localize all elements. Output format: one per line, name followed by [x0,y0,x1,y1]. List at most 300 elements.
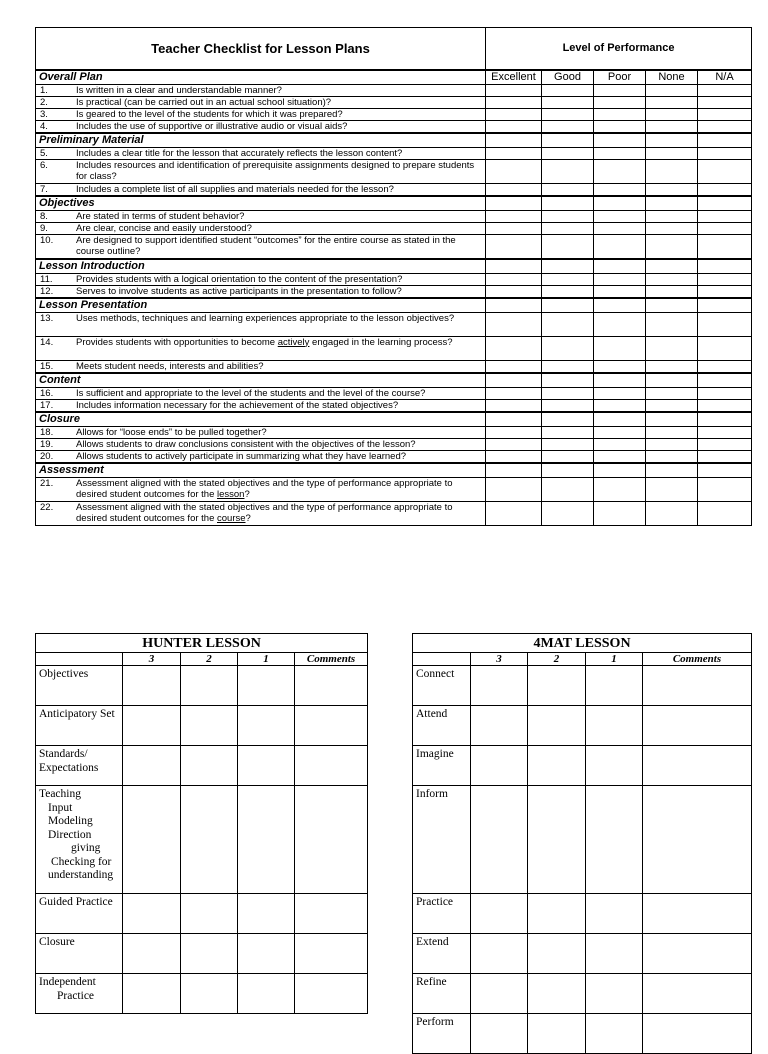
rating-cell[interactable] [594,438,646,450]
rating-cell[interactable] [698,426,752,438]
grid-entry-cell[interactable] [181,746,238,786]
item-number: 13. [40,312,54,324]
grid-entry-cell[interactable] [295,934,368,974]
grid-entry-cell[interactable] [295,894,368,934]
item-text: Assessment aligned with the stated objectives and the type of performance appropriate to desired student outcomes for the course? [76,501,453,524]
rating-cell[interactable] [486,85,542,97]
section-blank-cell [646,412,698,427]
rating-cell[interactable] [486,501,542,525]
section-blank-cell [646,133,698,148]
rating-cell[interactable] [542,399,594,412]
rating-cell[interactable] [594,85,646,97]
grid-entry-cell[interactable] [123,786,181,894]
grid-entry-cell[interactable] [123,894,181,934]
rating-cell[interactable] [698,312,752,336]
rating-cell[interactable] [486,477,542,501]
grid-corner-cell [413,653,471,666]
grid-entry-cell[interactable] [643,786,752,894]
grid-entry-cell[interactable] [238,974,295,1014]
rating-cell[interactable] [594,399,646,412]
grid-label-line: Practice [57,989,95,1002]
grid-entry-cell[interactable] [295,746,368,786]
grid-entry-cell[interactable] [471,666,528,706]
grid-label-line: Modeling [48,815,93,827]
grid-row-label [36,706,123,746]
rating-cell[interactable] [698,85,752,97]
item-text: Provides students with opportunities to become actively engaged in the learning process? [76,336,453,348]
rating-cell[interactable] [542,273,594,285]
rating-column-header: Good [542,70,594,85]
section-blank-cell [698,412,752,427]
item-text: Serves to involve students as active participants in the presentation to follow? [76,285,402,297]
rating-cell[interactable] [486,438,542,450]
section-blank-cell [594,373,646,388]
rating-cell[interactable] [646,211,698,223]
grid-entry-cell[interactable] [471,786,528,894]
rating-cell[interactable] [486,450,542,463]
section-blank-cell [542,133,594,148]
rating-cell[interactable] [542,148,594,160]
rating-cell[interactable] [646,387,698,399]
grid-label-line: Inform [416,788,448,800]
rating-cell[interactable] [542,223,594,235]
grid-column-header: Comments [643,653,752,666]
rating-cell[interactable] [542,387,594,399]
item-number: 19. [40,438,54,450]
grid-label-line: Guided Practice [39,896,113,908]
item-number: 16. [40,387,54,399]
section-blank-cell [646,463,698,478]
grid-entry-cell[interactable] [643,974,752,1014]
rating-cell[interactable] [646,477,698,501]
rating-cell[interactable] [542,360,594,373]
emphasized-word: actively [277,336,310,348]
section-heading: Assessment [36,463,486,478]
rating-cell[interactable] [646,426,698,438]
grid-entry-cell[interactable] [295,666,368,706]
rating-cell[interactable] [698,360,752,373]
grid-label-line: Extend [416,936,449,948]
rating-cell[interactable] [646,360,698,373]
item-number: 22. [40,501,54,513]
grid-entry-cell[interactable] [238,786,295,894]
rating-cell[interactable] [594,160,646,184]
rating-cell[interactable] [594,336,646,360]
checklist-item [36,501,486,525]
grid-column-header: 3 [471,653,528,666]
rating-cell[interactable] [698,387,752,399]
rating-cell[interactable] [542,336,594,360]
grid-label-line: Connect [416,668,455,680]
rating-cell[interactable] [646,399,698,412]
item-number: 9. [40,223,48,234]
rating-cell[interactable] [486,312,542,336]
grid-label-line: Refine [416,976,447,988]
rating-cell[interactable] [542,85,594,97]
rating-cell[interactable] [646,450,698,463]
rating-cell[interactable] [594,97,646,109]
section-blank-cell [486,412,542,427]
grid-entry-cell[interactable] [123,666,181,706]
rating-cell[interactable] [542,160,594,184]
checklist-item [36,148,486,160]
section-blank-cell [486,196,542,211]
rating-cell[interactable] [646,148,698,160]
rating-cell[interactable] [646,160,698,184]
grid-entry-cell[interactable] [586,894,643,934]
rating-cell[interactable] [486,109,542,121]
rating-column-header: Poor [594,70,646,85]
rating-cell[interactable] [542,97,594,109]
grid-entry-cell[interactable] [528,974,586,1014]
rating-cell[interactable] [594,312,646,336]
grid-entry-cell[interactable] [295,706,368,746]
grid-label-line: Teaching [39,788,81,800]
grid-entry-cell[interactable] [123,706,181,746]
rating-cell[interactable] [594,477,646,501]
rating-cell[interactable] [486,160,542,184]
rating-cell[interactable] [594,121,646,134]
rating-cell[interactable] [594,285,646,298]
rating-cell[interactable] [646,312,698,336]
checklist-item [36,450,486,463]
grid-row-label [36,974,123,1014]
item-text: Allows for “loose ends” to be pulled together? [76,426,267,438]
rating-cell[interactable] [486,426,542,438]
grid-entry-cell[interactable] [586,974,643,1014]
grid-label-line: Direction [48,828,92,841]
item-text: Allows students to draw conclusions consistent with the objectives of the lesson? [76,438,416,450]
grid-label-line: Input [48,801,73,814]
rating-cell[interactable] [542,109,594,121]
rating-cell[interactable] [486,387,542,399]
grid-entry-cell[interactable] [238,746,295,786]
grid-entry-cell[interactable] [181,974,238,1014]
rating-cell[interactable] [486,97,542,109]
rating-cell[interactable] [698,501,752,525]
grid-entry-cell[interactable] [295,974,368,1014]
section-heading: Closure [36,412,486,427]
rating-cell[interactable] [486,399,542,412]
rating-cell[interactable] [646,336,698,360]
rating-cell[interactable] [646,235,698,259]
grid-label-line: giving [71,842,101,854]
rating-cell[interactable] [594,360,646,373]
item-text: Allows students to actively participate in summarizing what they have learned? [76,450,407,462]
rating-cell[interactable] [542,184,594,197]
grid-entry-cell[interactable] [238,666,295,706]
grid-row-label [36,746,123,786]
rating-cell[interactable] [486,285,542,298]
grid-entry-cell[interactable] [586,746,643,786]
rating-cell[interactable] [542,211,594,223]
grid-entry-cell[interactable] [586,934,643,974]
rating-cell[interactable] [698,235,752,259]
item-number: 8. [40,211,48,222]
item-text: Is geared to the level of the students for which it was prepared? [76,109,343,120]
grid-label-line: Attend [416,708,448,720]
checklist-item [36,438,486,450]
rating-cell[interactable] [646,273,698,285]
section-blank-cell [594,133,646,148]
grid-entry-cell[interactable] [123,746,181,786]
rating-cell[interactable] [594,184,646,197]
item-text: Uses methods, techniques and learning experiences appropriate to the lesson objectives? [76,312,455,324]
grid-entry-cell[interactable] [528,894,586,934]
grid-entry-cell[interactable] [238,706,295,746]
rating-cell[interactable] [698,148,752,160]
section-heading: Preliminary Material [36,133,486,148]
checklist-item [36,273,486,285]
grid-column-header: 1 [586,653,643,666]
emphasized-word: course [217,512,246,524]
lesson-plan-checklist [35,27,752,526]
emphasized-word: lesson [217,488,245,500]
rating-cell[interactable] [698,223,752,235]
grid-corner-cell [36,653,123,666]
grid-entry-cell[interactable] [238,894,295,934]
grid-row-label [413,934,471,974]
section-blank-cell [594,259,646,274]
rating-cell[interactable] [486,148,542,160]
rating-cell[interactable] [698,273,752,285]
rating-cell[interactable] [698,109,752,121]
rating-cell[interactable] [646,85,698,97]
item-number: 20. [40,450,54,462]
grid-entry-cell[interactable] [181,934,238,974]
grid-label-line: Anticipatory Set [39,708,115,720]
rating-cell[interactable] [698,450,752,463]
grid-entry-cell[interactable] [181,706,238,746]
rating-cell[interactable] [486,360,542,373]
rating-cell[interactable] [646,285,698,298]
rating-column-header: Excellent [486,70,542,85]
item-number: 10. [40,235,54,246]
grid-entry-cell[interactable] [181,786,238,894]
section-heading: Content [36,373,486,388]
rating-cell[interactable] [646,109,698,121]
grid-column-header: 3 [123,653,181,666]
checklist-item [36,97,486,109]
rating-cell[interactable] [486,211,542,223]
item-text: Are designed to support identified student “outcomes” for the entire course as stated in the course outline? [76,235,456,257]
rating-cell[interactable] [698,336,752,360]
grid-entry-cell[interactable] [181,666,238,706]
checklist-item [36,477,486,501]
grid-entry-cell[interactable] [123,974,181,1014]
item-number: 6. [40,160,48,171]
item-text: Is practical (can be carried out in an actual school situation)? [76,97,332,108]
item-text: Is sufficient and appropriate to the level of the students and the level of the course? [76,387,426,399]
rating-cell[interactable] [594,501,646,525]
item-number: 4. [40,121,48,132]
rating-cell[interactable] [594,273,646,285]
rating-cell[interactable] [698,211,752,223]
section-blank-cell [486,259,542,274]
grid-entry-cell[interactable] [528,934,586,974]
grid-entry-cell[interactable] [586,1014,643,1054]
rating-cell[interactable] [486,273,542,285]
grid-entry-cell[interactable] [528,1014,586,1054]
checklist-item [36,223,486,235]
grid-entry-cell[interactable] [123,934,181,974]
rating-cell[interactable] [542,285,594,298]
grid-entry-cell[interactable] [643,934,752,974]
grid-label-line: understanding [48,869,114,881]
rating-cell[interactable] [542,477,594,501]
grid-column-header: Comments [295,653,368,666]
item-text: Includes resources and identification of prerequisite assignments designed to prepare students for class? [76,160,475,182]
grid-label-line: Closure [39,936,75,948]
rating-cell[interactable] [542,312,594,336]
item-number: 14. [40,336,54,348]
section-blank-cell [542,463,594,478]
rating-cell[interactable] [646,184,698,197]
rating-cell[interactable] [542,235,594,259]
rating-cell[interactable] [594,387,646,399]
grid-entry-cell[interactable] [471,746,528,786]
grid-title: HUNTER LESSON [36,634,368,653]
section-blank-cell [698,259,752,274]
section-heading: Lesson Presentation [36,298,486,313]
grid-entry-cell[interactable] [471,894,528,934]
rating-cell[interactable] [646,501,698,525]
grid-entry-cell[interactable] [643,706,752,746]
rating-cell[interactable] [486,336,542,360]
grid-row-label [36,786,123,894]
grid-entry-cell[interactable] [528,786,586,894]
rating-cell[interactable] [698,121,752,134]
item-text: Is written in a clear and understandable manner? [76,85,282,96]
rating-cell[interactable] [698,477,752,501]
section-blank-cell [486,463,542,478]
rating-cell[interactable] [486,121,542,134]
rating-cell[interactable] [594,148,646,160]
section-heading: Lesson Introduction [36,259,486,274]
grid-entry-cell[interactable] [471,974,528,1014]
grid-label-line: Perform [416,1016,454,1028]
grid-entry-cell[interactable] [471,1014,528,1054]
section-blank-cell [646,259,698,274]
grid-label-line: Imagine [416,748,454,760]
grid-label-line: Objectives [39,668,89,680]
item-number: 3. [40,109,48,120]
grid-entry-cell[interactable] [586,786,643,894]
item-number: 1. [40,85,48,96]
grid-entry-cell[interactable] [528,666,586,706]
rating-cell[interactable] [698,438,752,450]
item-number: 2. [40,97,48,108]
item-text: Includes information necessary for the achievement of the stated objectives? [76,399,399,411]
rating-cell[interactable] [646,223,698,235]
rating-cell[interactable] [594,211,646,223]
grid-row-label [413,1014,471,1054]
rating-cell[interactable] [486,184,542,197]
grid-column-header: 2 [528,653,586,666]
rating-cell[interactable] [646,438,698,450]
item-number: 15. [40,360,54,372]
checklist-item [36,360,486,373]
rating-cell[interactable] [698,184,752,197]
rating-cell[interactable] [486,235,542,259]
rating-cell[interactable] [542,501,594,525]
grid-entry-cell[interactable] [528,746,586,786]
rating-cell[interactable] [486,223,542,235]
rating-cell[interactable] [698,97,752,109]
rating-cell[interactable] [542,426,594,438]
grid-entry-cell[interactable] [586,706,643,746]
rating-cell[interactable] [594,223,646,235]
section-blank-cell [486,298,542,313]
section-blank-cell [542,412,594,427]
section-blank-cell [542,259,594,274]
grid-entry-cell[interactable] [643,746,752,786]
grid-row-label [413,666,471,706]
grid-column-header: 1 [238,653,295,666]
grid-label-line: Expectations [39,761,99,774]
item-text: Includes the use of supportive or illustrative audio or visual aids? [76,121,348,132]
rating-cell[interactable] [542,450,594,463]
grid-entry-cell[interactable] [181,894,238,934]
item-text: Includes a complete list of all supplies and materials needed for the lesson? [76,184,394,195]
section-blank-cell [698,373,752,388]
rating-cell[interactable] [698,399,752,412]
grid-row-label [413,974,471,1014]
grid-entry-cell[interactable] [586,666,643,706]
section-blank-cell [594,463,646,478]
grid-entry-cell[interactable] [643,666,752,706]
grid-entry-cell[interactable] [295,786,368,894]
checklist-item [36,211,486,223]
rating-cell[interactable] [646,97,698,109]
hunter-lesson-grid [35,633,368,1014]
item-text: Includes a clear title for the lesson that accurately reflects the lesson content? [76,148,403,159]
rating-cell[interactable] [542,438,594,450]
rating-cell[interactable] [594,450,646,463]
rating-cell[interactable] [594,426,646,438]
grid-entry-cell[interactable] [471,934,528,974]
grid-title: 4MAT LESSON [413,634,752,653]
section-blank-cell [698,463,752,478]
grid-label-line: Checking for [51,855,112,868]
rating-cell[interactable] [698,160,752,184]
item-number: 21. [40,477,54,489]
grid-entry-cell[interactable] [238,934,295,974]
section-blank-cell [542,298,594,313]
rating-column-header: N/A [698,70,752,85]
grid-label-line: Standards/ [39,748,88,760]
grid-entry-cell[interactable] [471,706,528,746]
section-blank-cell [698,133,752,148]
grid-row-label [36,894,123,934]
grid-row-label [413,746,471,786]
rating-cell[interactable] [594,235,646,259]
grid-row-label [413,786,471,894]
section-blank-cell [594,298,646,313]
checklist-item [36,235,486,259]
rating-cell[interactable] [594,109,646,121]
item-number: 12. [40,285,54,297]
checklist-item [36,109,486,121]
rating-column-header: None [646,70,698,85]
rating-cell[interactable] [542,121,594,134]
grid-entry-cell[interactable] [528,706,586,746]
grid-entry-cell[interactable] [643,894,752,934]
grid-row-label [36,934,123,974]
grid-entry-cell[interactable] [643,1014,752,1054]
rating-cell[interactable] [646,121,698,134]
rating-cell[interactable] [698,285,752,298]
